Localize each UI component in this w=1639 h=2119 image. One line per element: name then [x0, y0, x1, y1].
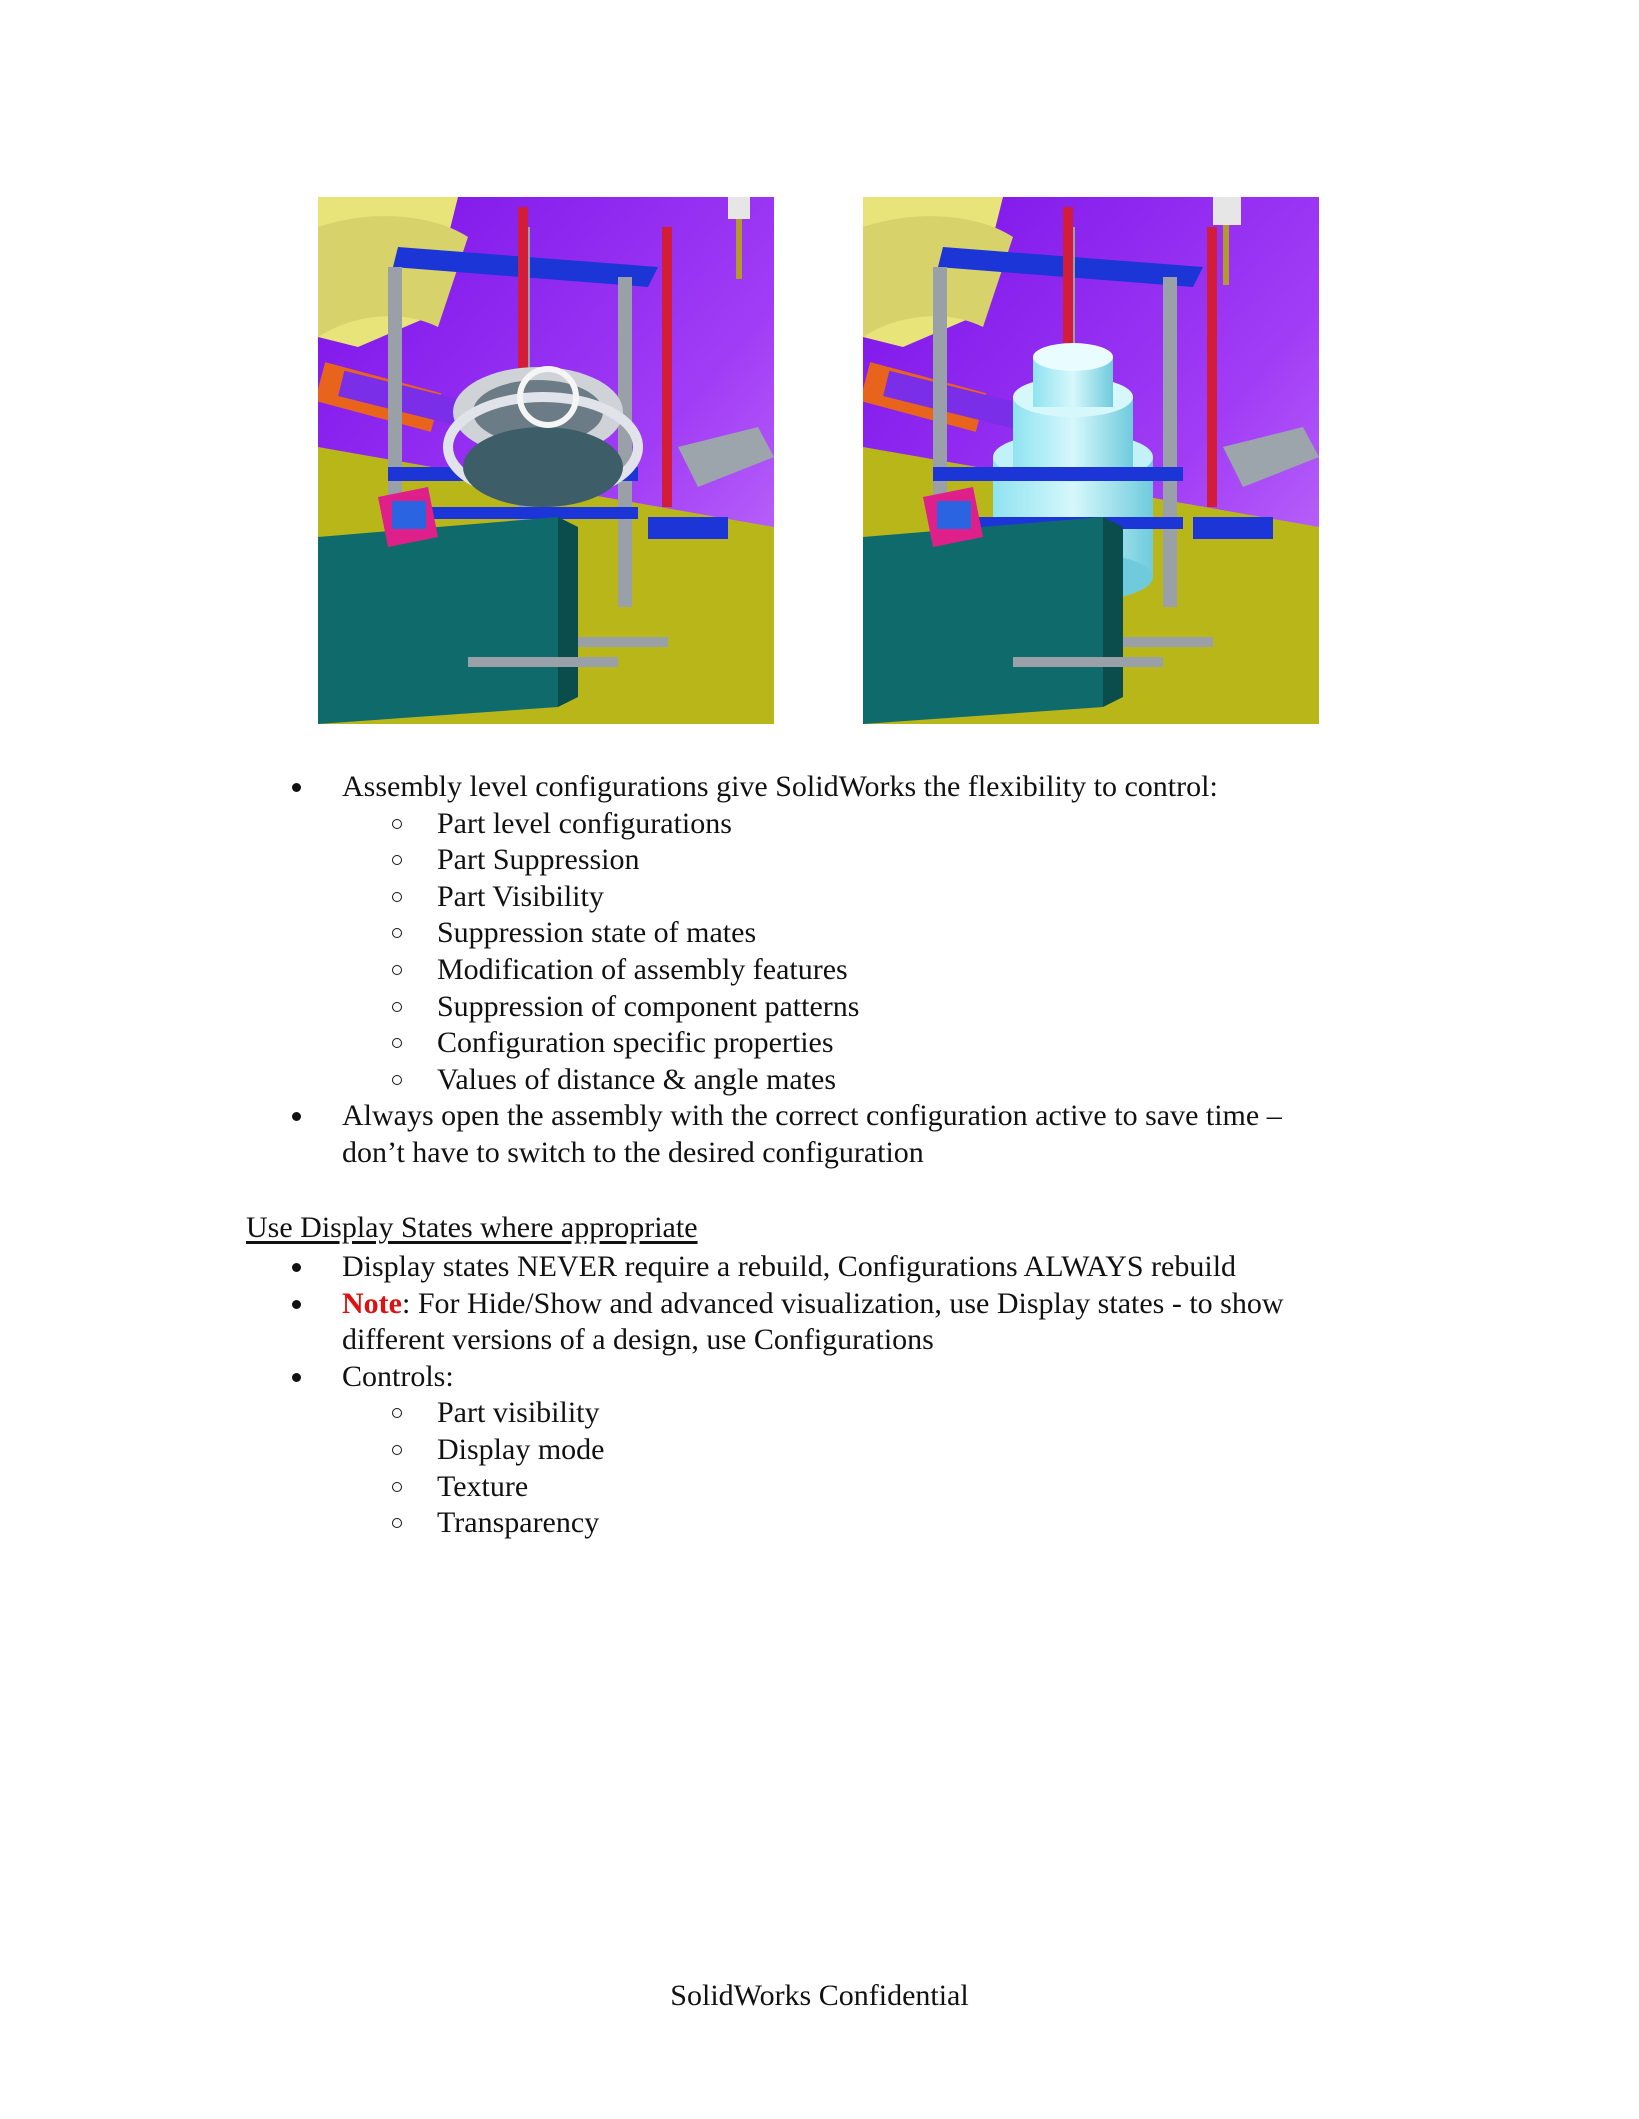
- assembly-config-image-detailed: [318, 197, 774, 724]
- section-heading: Use Display States where appropriate: [246, 1211, 698, 1244]
- sub-item-text: Configuration specific properties: [437, 1026, 834, 1060]
- sub-list-item: [0, 1025, 1639, 1062]
- circle-bullet-icon: [392, 1038, 402, 1048]
- sub-list-item: [0, 1062, 1639, 1099]
- sub-list-item: [0, 952, 1639, 989]
- sub-list-item: [0, 1505, 1639, 1542]
- circle-bullet-icon: [392, 1445, 402, 1455]
- sub-item-text: Part level configurations: [437, 806, 732, 840]
- circle-bullet-icon: [392, 1075, 402, 1085]
- circle-bullet-icon: [392, 1002, 402, 1012]
- circle-bullet-icon: [392, 1482, 402, 1492]
- bullet-icon: [292, 783, 301, 792]
- sub-item-text: Part Visibility: [437, 879, 604, 913]
- list-item: [0, 1249, 1639, 1286]
- sub-item-text: Part Suppression: [437, 843, 640, 877]
- sub-item-text: Display mode: [437, 1432, 605, 1466]
- note-text-continued: different versions of a design, use Configurations: [342, 1323, 934, 1357]
- bullet-icon: [292, 1263, 301, 1272]
- bullet-text: Controls:: [342, 1359, 454, 1393]
- sub-item-text: Suppression of component patterns: [437, 989, 860, 1023]
- display-states-list: [0, 1249, 1639, 1542]
- sub-list-item: [0, 806, 1639, 843]
- bullet-text: Always open the assembly with the correct configuration active to save time –: [342, 1099, 1282, 1133]
- circle-bullet-icon: [392, 819, 402, 829]
- list-item: [0, 1359, 1639, 1396]
- bullet-icon: [292, 1300, 301, 1309]
- bullet-text: Display states NEVER require a rebuild, Configurations ALWAYS rebuild: [342, 1250, 1237, 1283]
- bullet-text-continued: don’t have to switch to the desired configuration: [342, 1135, 924, 1169]
- sub-item-text: Texture: [437, 1469, 529, 1503]
- note-label: Note: [342, 1286, 402, 1320]
- sub-item-text: Modification of assembly features: [437, 952, 848, 986]
- page-footer: SolidWorks Confidential: [670, 1979, 969, 2012]
- sub-item-text: Suppression state of mates: [437, 916, 757, 950]
- sub-list-item: [0, 1469, 1639, 1506]
- circle-bullet-icon: [392, 855, 402, 865]
- sub-item-text: Part visibility: [437, 1396, 600, 1430]
- bullet-icon: [292, 1112, 301, 1121]
- circle-bullet-icon: [392, 928, 402, 938]
- sub-item-text: Values of distance & angle mates: [437, 1062, 837, 1096]
- list-item: [0, 769, 1639, 806]
- circle-bullet-icon: [392, 1518, 402, 1528]
- assembly-config-list: [0, 769, 1639, 1172]
- sub-list-item: [0, 1395, 1639, 1432]
- bullet-text: Assembly level configurations give SolidWorks the flexibility to control:: [342, 770, 1218, 803]
- sub-list-item: [0, 1432, 1639, 1469]
- sub-list-item: [0, 842, 1639, 879]
- circle-bullet-icon: [392, 1408, 402, 1418]
- assembly-config-image-simplified: [863, 197, 1319, 724]
- sub-list-item: [0, 879, 1639, 916]
- circle-bullet-icon: [392, 892, 402, 902]
- sub-item-text: Transparency: [437, 1506, 600, 1540]
- list-item: [0, 1286, 1639, 1359]
- sub-list-item: [0, 915, 1639, 952]
- list-item: [0, 1098, 1639, 1171]
- note-text: : For Hide/Show and advanced visualization, use Display states - to show: [401, 1286, 1284, 1320]
- sub-list-item: [0, 989, 1639, 1026]
- circle-bullet-icon: [392, 965, 402, 975]
- bullet-icon: [292, 1373, 301, 1382]
